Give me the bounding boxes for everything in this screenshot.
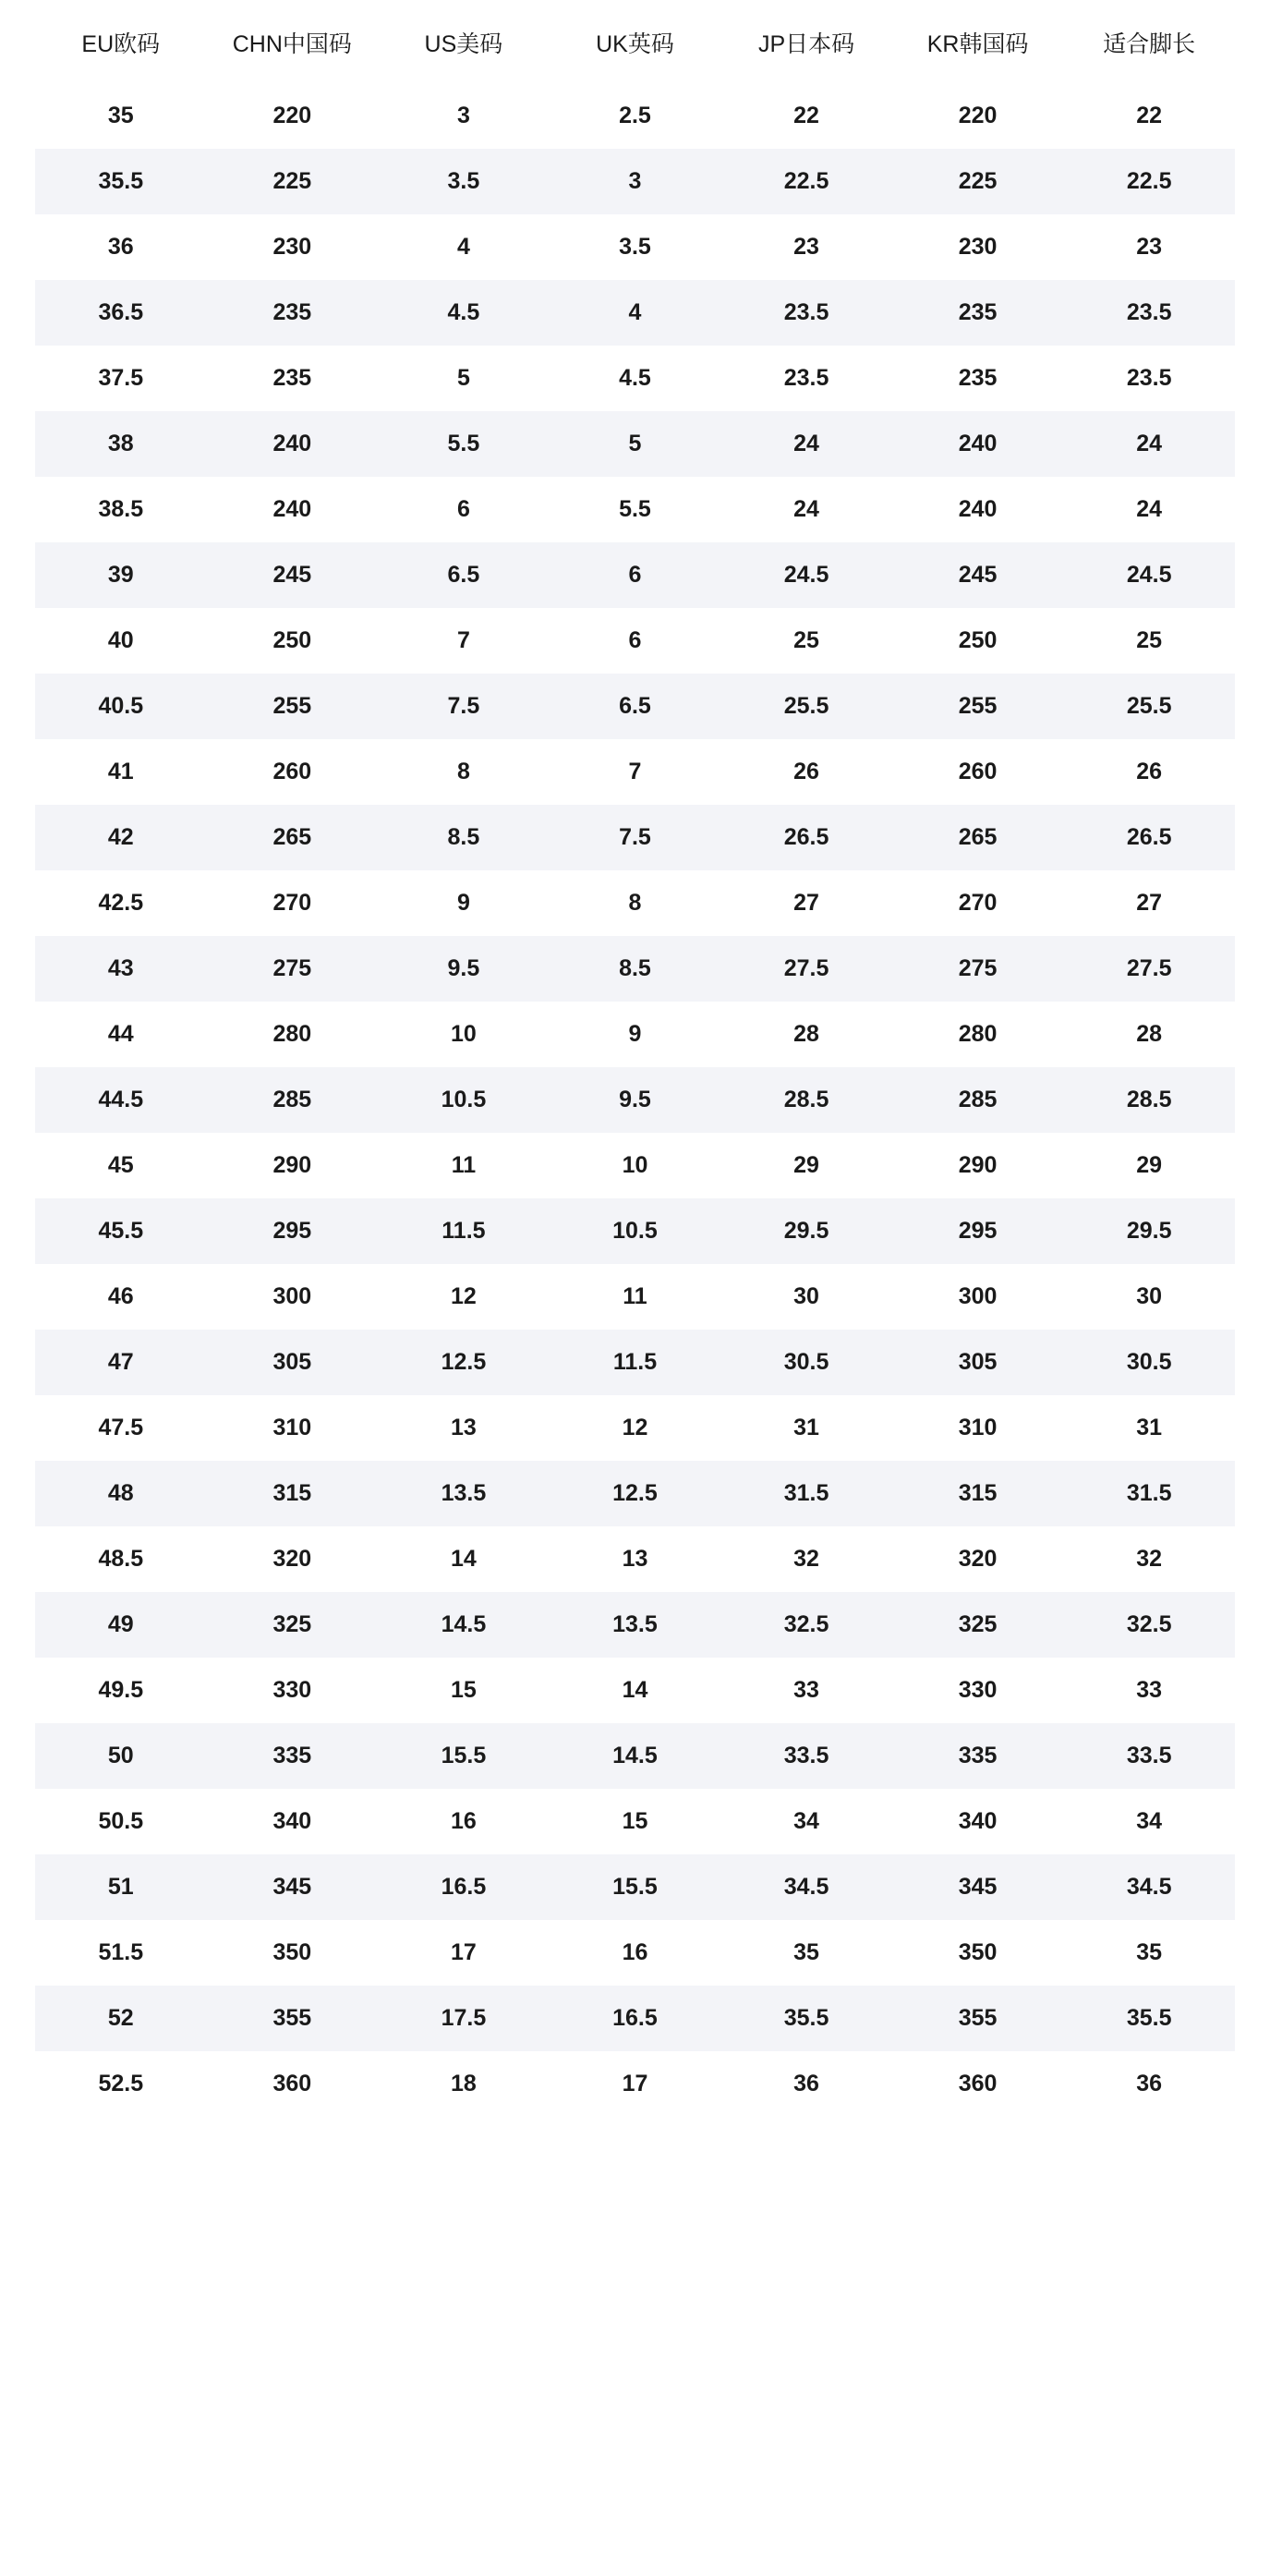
table-cell: 320 xyxy=(207,1526,379,1592)
table-row xyxy=(35,1920,1235,1986)
table-cell: 22 xyxy=(720,83,892,149)
table-cell: 260 xyxy=(892,739,1064,805)
table-cell: 35 xyxy=(720,1920,892,1986)
shoe-size-conversion-table xyxy=(35,0,1235,2117)
table-cell: 31 xyxy=(1063,1395,1235,1461)
table-cell: 340 xyxy=(892,1789,1064,1854)
table-cell: 50.5 xyxy=(35,1789,207,1854)
table-cell: 27 xyxy=(1063,870,1235,936)
table-cell: 5.5 xyxy=(550,477,721,542)
table-cell: 220 xyxy=(892,83,1064,149)
table-cell: 280 xyxy=(892,1002,1064,1067)
table-cell: 35.5 xyxy=(1063,1986,1235,2051)
table-cell: 23.5 xyxy=(720,346,892,411)
table-cell: 30.5 xyxy=(1063,1330,1235,1395)
table-cell: 13.5 xyxy=(378,1461,550,1526)
table-cell: 26 xyxy=(720,739,892,805)
table-cell: 17 xyxy=(378,1920,550,1986)
table-cell: 6.5 xyxy=(378,542,550,608)
table-cell: 17 xyxy=(550,2051,721,2117)
table-cell: 11.5 xyxy=(378,1198,550,1264)
table-cell: 220 xyxy=(207,83,379,149)
table-cell: 4 xyxy=(378,214,550,280)
table-cell: 10.5 xyxy=(550,1198,721,1264)
table-cell: 6 xyxy=(550,542,721,608)
table-cell: 275 xyxy=(892,936,1064,1002)
table-cell: 290 xyxy=(892,1133,1064,1198)
table-row xyxy=(35,1395,1235,1461)
table-cell: 255 xyxy=(892,674,1064,739)
table-cell: 25 xyxy=(1063,608,1235,674)
table-cell: 4 xyxy=(550,280,721,346)
table-cell: 16 xyxy=(550,1920,721,1986)
table-cell: 45 xyxy=(35,1133,207,1198)
table-cell: 33.5 xyxy=(1063,1723,1235,1789)
table-cell: 13 xyxy=(378,1395,550,1461)
table-row xyxy=(35,2051,1235,2117)
table-row xyxy=(35,739,1235,805)
table-cell: 240 xyxy=(207,411,379,477)
table-cell: 340 xyxy=(207,1789,379,1854)
table-cell: 28 xyxy=(720,1002,892,1067)
table-cell: 30 xyxy=(720,1264,892,1330)
table-body xyxy=(35,83,1235,2117)
table-row xyxy=(35,1526,1235,1592)
table-row xyxy=(35,1264,1235,1330)
table-cell: 40.5 xyxy=(35,674,207,739)
column-header: 适合脚长 xyxy=(1063,0,1235,83)
table-cell: 4.5 xyxy=(378,280,550,346)
table-cell: 24 xyxy=(1063,477,1235,542)
table-cell: 30 xyxy=(1063,1264,1235,1330)
table-cell: 290 xyxy=(207,1133,379,1198)
table-cell: 230 xyxy=(207,214,379,280)
table-cell: 15.5 xyxy=(550,1854,721,1920)
table-cell: 255 xyxy=(207,674,379,739)
table-cell: 9.5 xyxy=(378,936,550,1002)
table-row xyxy=(35,280,1235,346)
table-cell: 8.5 xyxy=(550,936,721,1002)
table-row xyxy=(35,936,1235,1002)
table-cell: 7.5 xyxy=(378,674,550,739)
table-cell: 10.5 xyxy=(378,1067,550,1133)
table-cell: 23 xyxy=(720,214,892,280)
table-cell: 8.5 xyxy=(378,805,550,870)
table-cell: 51.5 xyxy=(35,1920,207,1986)
table-cell: 250 xyxy=(207,608,379,674)
table-cell: 270 xyxy=(892,870,1064,936)
table-cell: 33.5 xyxy=(720,1723,892,1789)
table-row xyxy=(35,411,1235,477)
table-row xyxy=(35,214,1235,280)
table-row xyxy=(35,1067,1235,1133)
table-cell: 35 xyxy=(35,83,207,149)
table-cell: 6 xyxy=(378,477,550,542)
table-header xyxy=(35,0,1235,83)
table-row xyxy=(35,149,1235,214)
table-cell: 51 xyxy=(35,1854,207,1920)
table-cell: 47 xyxy=(35,1330,207,1395)
table-cell: 23.5 xyxy=(720,280,892,346)
table-cell: 325 xyxy=(207,1592,379,1658)
table-cell: 9 xyxy=(378,870,550,936)
table-cell: 360 xyxy=(892,2051,1064,2117)
table-cell: 235 xyxy=(207,280,379,346)
table-cell: 34 xyxy=(720,1789,892,1854)
table-cell: 295 xyxy=(207,1198,379,1264)
table-cell: 14 xyxy=(378,1526,550,1592)
table-cell: 240 xyxy=(892,477,1064,542)
table-cell: 7 xyxy=(378,608,550,674)
table-cell: 345 xyxy=(892,1854,1064,1920)
table-cell: 250 xyxy=(892,608,1064,674)
table-cell: 43 xyxy=(35,936,207,1002)
table-cell: 36 xyxy=(35,214,207,280)
table-cell: 49 xyxy=(35,1592,207,1658)
table-cell: 235 xyxy=(207,346,379,411)
table-cell: 28.5 xyxy=(720,1067,892,1133)
table-cell: 35.5 xyxy=(35,149,207,214)
table-header-row xyxy=(35,0,1235,83)
table-cell: 11 xyxy=(378,1133,550,1198)
table-cell: 8 xyxy=(378,739,550,805)
table-cell: 29 xyxy=(720,1133,892,1198)
table-cell: 52 xyxy=(35,1986,207,2051)
table-cell: 3.5 xyxy=(378,149,550,214)
table-row xyxy=(35,1198,1235,1264)
table-row xyxy=(35,542,1235,608)
table-cell: 10 xyxy=(550,1133,721,1198)
table-cell: 17.5 xyxy=(378,1986,550,2051)
table-cell: 25.5 xyxy=(1063,674,1235,739)
table-cell: 13.5 xyxy=(550,1592,721,1658)
table-cell: 15.5 xyxy=(378,1723,550,1789)
table-cell: 9 xyxy=(550,1002,721,1067)
table-cell: 24 xyxy=(1063,411,1235,477)
table-cell: 35 xyxy=(1063,1920,1235,1986)
table-cell: 360 xyxy=(207,2051,379,2117)
table-cell: 315 xyxy=(892,1461,1064,1526)
table-cell: 22 xyxy=(1063,83,1235,149)
table-row xyxy=(35,346,1235,411)
table-cell: 42 xyxy=(35,805,207,870)
table-cell: 10 xyxy=(378,1002,550,1067)
table-cell: 38 xyxy=(35,411,207,477)
table-cell: 3 xyxy=(378,83,550,149)
table-cell: 2.5 xyxy=(550,83,721,149)
table-cell: 12 xyxy=(378,1264,550,1330)
table-cell: 34 xyxy=(1063,1789,1235,1854)
table-cell: 16.5 xyxy=(378,1854,550,1920)
table-cell: 23.5 xyxy=(1063,346,1235,411)
table-cell: 320 xyxy=(892,1526,1064,1592)
bottom-spacer xyxy=(35,2117,1235,2157)
table-cell: 24.5 xyxy=(1063,542,1235,608)
column-header: US美码 xyxy=(378,0,550,83)
table-cell: 245 xyxy=(207,542,379,608)
table-cell: 31.5 xyxy=(720,1461,892,1526)
table-cell: 7 xyxy=(550,739,721,805)
table-cell: 9.5 xyxy=(550,1067,721,1133)
table-row xyxy=(35,1330,1235,1395)
table-cell: 310 xyxy=(207,1395,379,1461)
table-cell: 310 xyxy=(892,1395,1064,1461)
table-cell: 5 xyxy=(378,346,550,411)
table-cell: 275 xyxy=(207,936,379,1002)
table-row xyxy=(35,477,1235,542)
table-cell: 6 xyxy=(550,608,721,674)
table-cell: 47.5 xyxy=(35,1395,207,1461)
table-cell: 15 xyxy=(550,1789,721,1854)
table-row xyxy=(35,805,1235,870)
table-cell: 32.5 xyxy=(1063,1592,1235,1658)
table-cell: 345 xyxy=(207,1854,379,1920)
table-cell: 6.5 xyxy=(550,674,721,739)
table-cell: 240 xyxy=(207,477,379,542)
table-row xyxy=(35,1592,1235,1658)
table-cell: 315 xyxy=(207,1461,379,1526)
table-cell: 330 xyxy=(207,1658,379,1723)
table-cell: 41 xyxy=(35,739,207,805)
table-cell: 13 xyxy=(550,1526,721,1592)
table-cell: 44 xyxy=(35,1002,207,1067)
table-cell: 285 xyxy=(892,1067,1064,1133)
table-cell: 45.5 xyxy=(35,1198,207,1264)
table-cell: 14 xyxy=(550,1658,721,1723)
table-cell: 24.5 xyxy=(720,542,892,608)
table-row xyxy=(35,1002,1235,1067)
table-cell: 3 xyxy=(550,149,721,214)
table-cell: 350 xyxy=(892,1920,1064,1986)
table-row xyxy=(35,674,1235,739)
table-cell: 265 xyxy=(207,805,379,870)
table-cell: 18 xyxy=(378,2051,550,2117)
table-row xyxy=(35,1723,1235,1789)
table-cell: 265 xyxy=(892,805,1064,870)
table-cell: 5 xyxy=(550,411,721,477)
table-cell: 33 xyxy=(1063,1658,1235,1723)
table-cell: 8 xyxy=(550,870,721,936)
table-cell: 225 xyxy=(892,149,1064,214)
table-cell: 24 xyxy=(720,477,892,542)
table-cell: 32 xyxy=(720,1526,892,1592)
table-cell: 42.5 xyxy=(35,870,207,936)
table-cell: 245 xyxy=(892,542,1064,608)
table-cell: 23.5 xyxy=(1063,280,1235,346)
column-header: KR韩国码 xyxy=(892,0,1064,83)
table-cell: 39 xyxy=(35,542,207,608)
table-cell: 11 xyxy=(550,1264,721,1330)
table-cell: 12.5 xyxy=(550,1461,721,1526)
table-cell: 14.5 xyxy=(550,1723,721,1789)
table-cell: 26 xyxy=(1063,739,1235,805)
table-cell: 5.5 xyxy=(378,411,550,477)
table-cell: 48.5 xyxy=(35,1526,207,1592)
table-cell: 37.5 xyxy=(35,346,207,411)
table-cell: 32.5 xyxy=(720,1592,892,1658)
table-cell: 16.5 xyxy=(550,1986,721,2051)
table-cell: 4.5 xyxy=(550,346,721,411)
table-cell: 29 xyxy=(1063,1133,1235,1198)
table-cell: 305 xyxy=(207,1330,379,1395)
table-cell: 46 xyxy=(35,1264,207,1330)
table-cell: 28 xyxy=(1063,1002,1235,1067)
table-cell: 32 xyxy=(1063,1526,1235,1592)
table-cell: 26.5 xyxy=(1063,805,1235,870)
table-cell: 40 xyxy=(35,608,207,674)
table-cell: 285 xyxy=(207,1067,379,1133)
table-cell: 355 xyxy=(892,1986,1064,2051)
table-row xyxy=(35,870,1235,936)
table-cell: 325 xyxy=(892,1592,1064,1658)
table-cell: 31 xyxy=(720,1395,892,1461)
table-cell: 35.5 xyxy=(720,1986,892,2051)
table-row xyxy=(35,1986,1235,2051)
table-row xyxy=(35,1461,1235,1526)
table-cell: 280 xyxy=(207,1002,379,1067)
column-header: CHN中国码 xyxy=(207,0,379,83)
table-cell: 300 xyxy=(892,1264,1064,1330)
table-cell: 23 xyxy=(1063,214,1235,280)
table-cell: 49.5 xyxy=(35,1658,207,1723)
table-cell: 38.5 xyxy=(35,477,207,542)
table-cell: 350 xyxy=(207,1920,379,1986)
table-cell: 335 xyxy=(207,1723,379,1789)
table-cell: 44.5 xyxy=(35,1067,207,1133)
table-cell: 12.5 xyxy=(378,1330,550,1395)
table-cell: 25.5 xyxy=(720,674,892,739)
column-header: EU欧码 xyxy=(35,0,207,83)
table-cell: 33 xyxy=(720,1658,892,1723)
table-cell: 330 xyxy=(892,1658,1064,1723)
table-cell: 27 xyxy=(720,870,892,936)
table-cell: 225 xyxy=(207,149,379,214)
table-cell: 3.5 xyxy=(550,214,721,280)
table-cell: 305 xyxy=(892,1330,1064,1395)
table-row xyxy=(35,1854,1235,1920)
table-cell: 36.5 xyxy=(35,280,207,346)
table-cell: 22.5 xyxy=(720,149,892,214)
table-row xyxy=(35,608,1235,674)
column-header: UK英码 xyxy=(550,0,721,83)
table-cell: 300 xyxy=(207,1264,379,1330)
table-cell: 26.5 xyxy=(720,805,892,870)
table-cell: 14.5 xyxy=(378,1592,550,1658)
table-row xyxy=(35,83,1235,149)
table-cell: 25 xyxy=(720,608,892,674)
table-row xyxy=(35,1133,1235,1198)
table-cell: 36 xyxy=(720,2051,892,2117)
table-cell: 36 xyxy=(1063,2051,1235,2117)
table-cell: 29.5 xyxy=(1063,1198,1235,1264)
table-cell: 24 xyxy=(720,411,892,477)
table-cell: 355 xyxy=(207,1986,379,2051)
table-cell: 235 xyxy=(892,346,1064,411)
table-cell: 16 xyxy=(378,1789,550,1854)
table-cell: 50 xyxy=(35,1723,207,1789)
table-cell: 34.5 xyxy=(720,1854,892,1920)
table-cell: 11.5 xyxy=(550,1330,721,1395)
table-cell: 295 xyxy=(892,1198,1064,1264)
table-row xyxy=(35,1658,1235,1723)
table-cell: 28.5 xyxy=(1063,1067,1235,1133)
table-cell: 29.5 xyxy=(720,1198,892,1264)
table-cell: 27.5 xyxy=(1063,936,1235,1002)
table-cell: 260 xyxy=(207,739,379,805)
table-cell: 34.5 xyxy=(1063,1854,1235,1920)
table-cell: 235 xyxy=(892,280,1064,346)
table-cell: 270 xyxy=(207,870,379,936)
table-cell: 27.5 xyxy=(720,936,892,1002)
table-cell: 7.5 xyxy=(550,805,721,870)
table-cell: 230 xyxy=(892,214,1064,280)
table-cell: 30.5 xyxy=(720,1330,892,1395)
table-cell: 52.5 xyxy=(35,2051,207,2117)
table-cell: 22.5 xyxy=(1063,149,1235,214)
table-cell: 335 xyxy=(892,1723,1064,1789)
table-row xyxy=(35,1789,1235,1854)
table-cell: 240 xyxy=(892,411,1064,477)
table-cell: 48 xyxy=(35,1461,207,1526)
column-header: JP日本码 xyxy=(720,0,892,83)
table-cell: 15 xyxy=(378,1658,550,1723)
table-cell: 31.5 xyxy=(1063,1461,1235,1526)
table-cell: 12 xyxy=(550,1395,721,1461)
